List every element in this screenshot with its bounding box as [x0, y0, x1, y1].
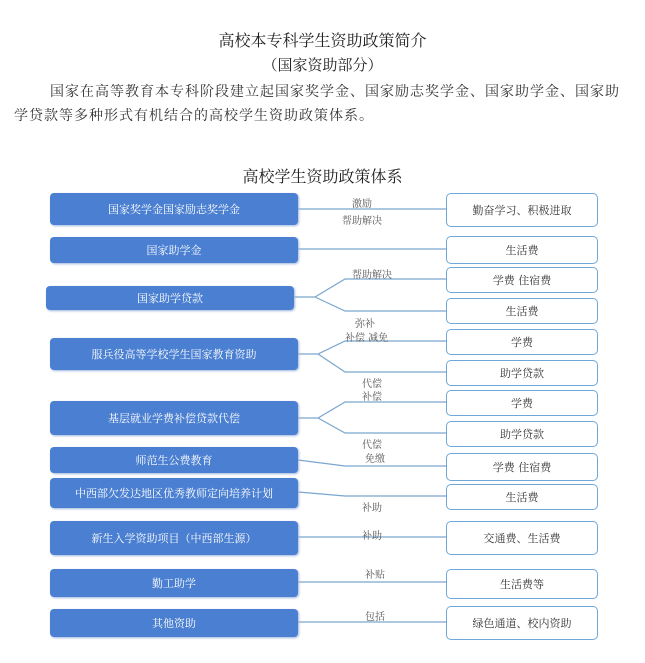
connector-label: 包括: [365, 612, 385, 623]
page-title: 高校本专科学生资助政策简介: [218, 31, 427, 50]
connector-label: 补助: [362, 503, 382, 514]
outcome-box: 交通费、生活费: [446, 521, 598, 555]
outcome-box: 生活费: [446, 298, 598, 324]
outcome-box: 生活费等: [446, 569, 598, 599]
policy-box-military: 服兵役高等学校学生国家教育资助: [50, 338, 298, 370]
policy-box-grassroots: 基层就业学费补偿贷款代偿: [50, 401, 298, 435]
connector-line: [318, 354, 446, 372]
outcome-box: 学费 住宿费: [446, 453, 598, 481]
connector-label: 帮助解决: [342, 216, 382, 227]
connector-line: [298, 492, 446, 496]
connector-line: [293, 279, 446, 297]
connector-label: 补偿 减免: [345, 333, 389, 344]
outcome-box: 学费: [446, 329, 598, 355]
outcome-box: 学费: [446, 390, 598, 416]
outcome-box: 勤奋学习、积极进取: [446, 193, 598, 227]
connector-label: 补助: [362, 531, 382, 542]
connector-label: 弥补: [355, 319, 375, 330]
policy-box-grant: 国家助学金: [50, 237, 298, 263]
connector-label: 激励: [352, 199, 372, 210]
policy-box-scholarship: 国家奖学金国家励志奖学金: [50, 193, 298, 225]
connector-line: [315, 297, 446, 311]
diagram-title: 高校学生资助政策体系: [242, 167, 403, 186]
connector-line: [298, 402, 446, 418]
connector-label: 代偿: [362, 440, 382, 451]
connector-label: 补偿: [362, 392, 382, 403]
policy-box-loan: 国家助学贷款: [46, 286, 294, 310]
outcome-box: 助学贷款: [446, 360, 598, 386]
policy-box-teacher-plan: 中西部欠发达地区优秀教师定向培养计划: [50, 478, 298, 508]
policy-box-new-student: 新生入学资助项目（中西部生源）: [50, 521, 298, 555]
policy-box-normal-student: 师范生公费教育: [50, 447, 298, 473]
outcome-box: 绿色通道、校内资助: [446, 606, 598, 640]
connector-label: 代偿: [362, 379, 382, 390]
policy-box-other: 其他资助: [50, 609, 298, 637]
connector-label: 免缴: [365, 454, 385, 465]
policy-box-work-study: 勤工助学: [50, 569, 298, 597]
connector-line: [318, 418, 446, 433]
connector-label: 补贴: [365, 570, 385, 581]
outcome-box: 生活费: [446, 484, 598, 510]
connector-label: 帮助解决: [352, 270, 392, 281]
outcome-box: 助学贷款: [446, 421, 598, 447]
outcome-box: 学费 住宿费: [446, 267, 598, 293]
page-subtitle: （国家资助部分）: [262, 56, 383, 74]
outcome-box: 生活费: [446, 236, 598, 264]
intro-paragraph: 国家在高等教育本专科阶段建立起国家奖学金、国家励志奖学金、国家助学金、国家助学贷款等多种形式有机结合的高校学生资助政策体系。: [14, 84, 620, 124]
